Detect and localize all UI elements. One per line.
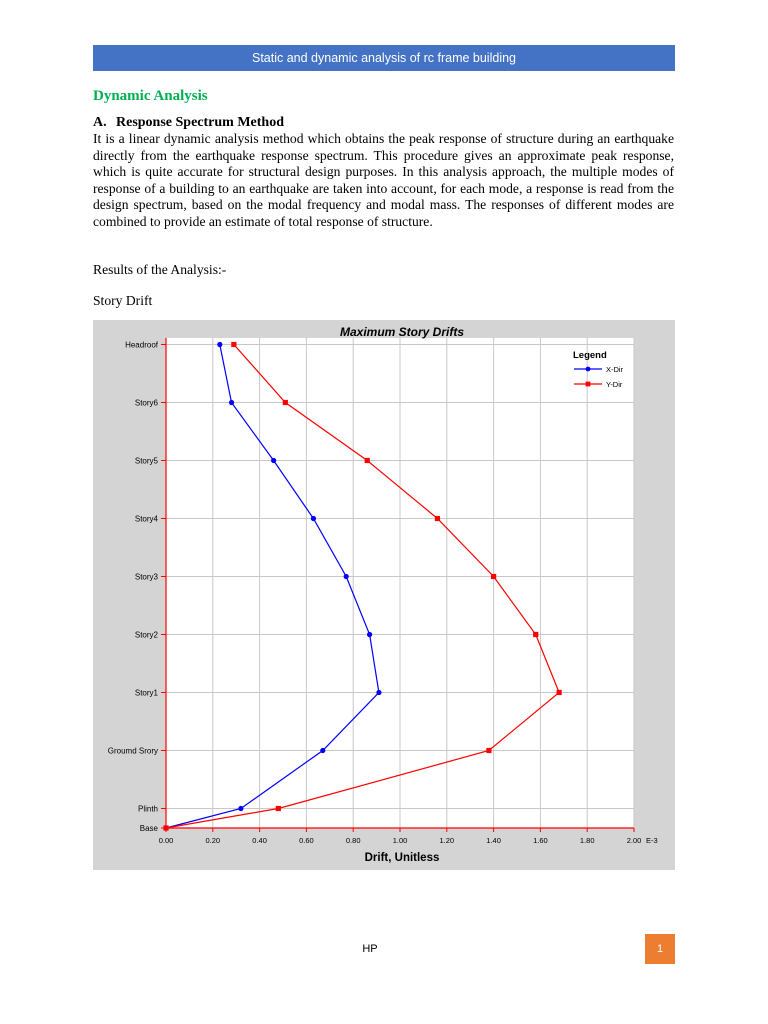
data-point-y-dir <box>486 748 491 753</box>
y-tick-label: Story6 <box>134 398 158 408</box>
x-tick-label: 1.60 <box>533 836 548 845</box>
page-number: 1 <box>656 943 664 955</box>
data-point-y-dir <box>283 400 288 405</box>
header-title: Static and dynamic analysis of rc frame building <box>251 51 516 65</box>
y-tick-label: Story5 <box>134 456 158 466</box>
y-tick-label: Story1 <box>134 688 158 698</box>
chart-canvas <box>93 320 675 870</box>
subsection-number: A. <box>93 115 107 130</box>
data-point-y-dir <box>231 342 236 347</box>
y-tick-label: Story2 <box>134 630 158 640</box>
page-header-bar <box>93 45 675 71</box>
data-point-x-dir <box>217 342 222 347</box>
x-tick-label: 0.60 <box>299 836 314 845</box>
figure-label: Story Drift <box>93 293 153 308</box>
x-tick-label: 1.00 <box>392 836 408 845</box>
legend-label-x-dir: X-Dir <box>606 365 624 374</box>
section-title: Dynamic Analysis <box>93 88 208 104</box>
x-unit-label: E-3 <box>646 836 658 845</box>
results-label: Results of the Analysis:- <box>93 262 227 277</box>
x-tick-label: 1.80 <box>579 836 595 845</box>
data-point-x-dir <box>311 516 316 521</box>
footer-text: HP <box>362 943 378 955</box>
x-tick-label: 1.20 <box>439 836 455 845</box>
y-tick-label: Base <box>139 824 158 833</box>
data-point-x-dir <box>271 458 276 463</box>
data-point-x-dir <box>367 632 372 637</box>
x-tick-label: 0.20 <box>205 836 221 845</box>
data-point-y-dir <box>435 516 440 521</box>
data-point-y-dir <box>163 825 168 830</box>
data-point-x-dir <box>238 806 243 811</box>
data-point-y-dir <box>533 632 538 637</box>
data-point-y-dir <box>491 574 496 579</box>
subsection-title: Response Spectrum Method <box>116 115 284 130</box>
data-point-y-dir <box>557 690 562 695</box>
x-tick-label: 1.40 <box>486 836 501 845</box>
legend-label-y-dir: Y-Dir <box>606 380 623 389</box>
story-drift-chart <box>93 320 675 870</box>
data-point-x-dir <box>376 690 381 695</box>
legend-marker-x-dir <box>586 367 591 372</box>
legend-marker-y-dir <box>586 382 591 387</box>
chart-title: Maximum Story Drifts <box>339 325 465 339</box>
data-point-x-dir <box>320 748 325 753</box>
page-number-badge <box>645 934 675 964</box>
data-point-y-dir <box>276 806 281 811</box>
data-point-x-dir <box>229 400 234 405</box>
legend-title: Legend <box>573 350 607 361</box>
y-tick-label: Story4 <box>134 514 158 524</box>
method-description: It is a linear dynamic analysis method which obtains the peak response of structure during an earthquake directly from the earthquake response spectrum. This procedure gives an approximate peak response, which is quite accurate for structural design purposes. In this analysis approach, the multiple modes of response of a building to an earthquake are taken into account, for each mode, a response is read from the design spectrum, based on the modal frequency and modal mass. The responses of different modes are combined to provide an estimate of total response of structure. <box>93 131 674 229</box>
data-point-x-dir <box>344 574 349 579</box>
subsection-heading <box>93 115 284 131</box>
y-tick-label: Plinth <box>137 804 158 814</box>
x-tick-label: 0.40 <box>252 836 267 845</box>
data-point-y-dir <box>365 458 370 463</box>
y-tick-label: Headroof <box>125 340 158 350</box>
x-tick-label: 0.00 <box>158 836 174 845</box>
y-tick-label: Story3 <box>134 572 158 582</box>
x-tick-label: 2.00 <box>626 836 642 845</box>
x-tick-label: 0.80 <box>345 836 361 845</box>
x-axis-title: Drift, Unitless <box>364 852 440 864</box>
y-tick-label: Groumd Srory <box>107 746 158 756</box>
